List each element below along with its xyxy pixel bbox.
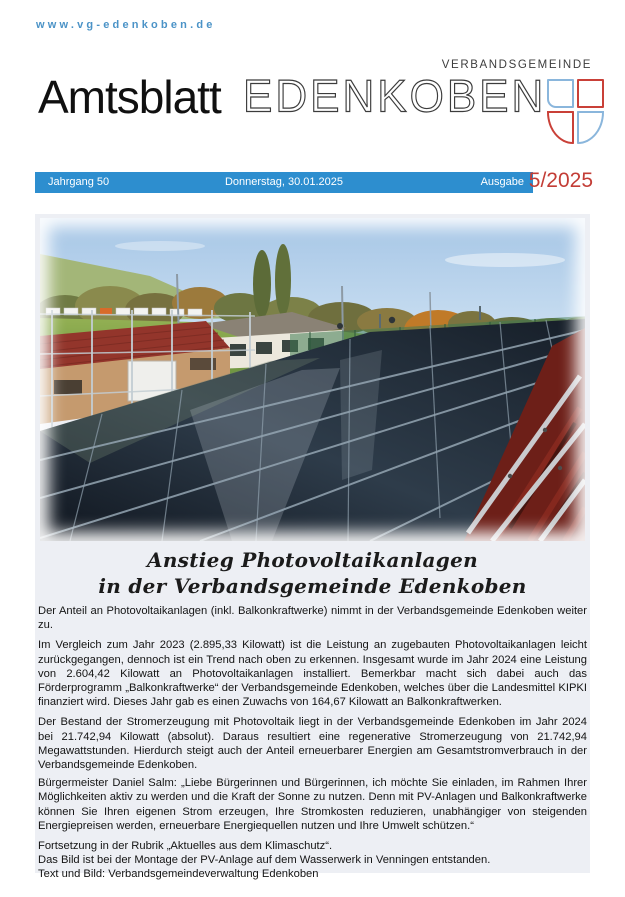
masthead-title: Amtsblatt xyxy=(38,71,221,123)
issue-number: 5/2025 xyxy=(528,169,593,192)
paragraph-intro: Der Anteil an Photovoltaikanlagen (inkl. Balkonkraftwerke) nimmt in der Verbandsgemeinde Edenkoben weiter zu. xyxy=(38,605,587,632)
crest-quadrant-bottom-left xyxy=(547,111,574,144)
crest-quadrant-top-right xyxy=(577,79,604,108)
article-photo xyxy=(40,218,585,541)
article-title-line1: Anstieg Photovoltaikanlagen xyxy=(147,548,478,572)
crest-quadrant-bottom-right xyxy=(577,111,604,144)
volume-label: Jahrgang 50 xyxy=(48,176,110,188)
issue-bar xyxy=(35,172,533,193)
paragraph-mayor-quote: Bürgermeister Daniel Salm: „Liebe Bürgerinnen und Bürgerinnen, ich möchte Sie einladen, im Rahmen Ihrer Möglichkeiten aktiv zu werden und die Kraft der Sonne zu nutzen. Denn mit PV-Anlagen und Balkonkraftwerke können Sie Ihren eigenen Strom erzeugen, Ihre Stromkosten reduzieren, unabhängiger von steigenden Energiepreisen werden, erneuerbare Energiequellen nutzen und Ihre Umwelt schützen.“ xyxy=(38,777,587,832)
article-panel xyxy=(35,214,590,881)
municipality-logotype: EDENKOBEN xyxy=(243,71,547,122)
paragraph-continuation-note: Fortsetzung in der Rubrik „Aktuelles aus dem Klimaschutz“. xyxy=(38,840,333,853)
article-body xyxy=(35,599,590,882)
municipality-type-label: VERBANDSGEMEINDE xyxy=(441,59,592,71)
issue-word-label: Ausgabe xyxy=(480,176,524,188)
article-title xyxy=(35,547,590,599)
issue-date: Donnerstag, 30.01.2025 xyxy=(224,176,344,188)
crest-quadrant-top-left xyxy=(547,79,574,108)
paragraph-photo-note: Das Bild ist bei der Montage der PV-Anlage auf dem Wasserwerk in Venningen entstanden. xyxy=(38,854,491,867)
solar-roof-photo-illustration xyxy=(40,218,585,541)
paragraph-credit: Text und Bild: Verbandsgemeindeverwaltung Edenkoben xyxy=(38,868,319,881)
paragraph-production: Der Bestand der Stromerzeugung mit Photovoltaik liegt in der Verbandsgemeinde Edenkoben im Jahr 2024 bei 21.742,94 Kilowatt (absolut). Daraus resultiert eine regenerative Stromerzeugung von 21.742,94 Megawattstunden. Hierdurch steigt auch der Anteil erneuerbarer Energien am Gesamtstromverbrauch in der Verbandsgemeinde Edenkoben. xyxy=(38,716,587,772)
municipality-crest xyxy=(547,79,604,144)
paragraph-comparison: Im Vergleich zum Jahr 2023 (2.895,33 Kilowatt) ist die Leistung an zugebauten Photovoltaikanlagen leicht zurückgegangen, dennoch ist ein Trend nach oben zu erkennen. Insgesamt wurde im Jahr 2024 eine Leistung von 2.604,42 Kilowatt an Photovoltaikanlagen installiert. Bemerkbar macht sich dabei auch das Förderprogramm „Balkonkraftwerke“ der Verbandsgemeinde Edenkoben, welches über die Landesmittel KIPKI finanziert wird. Dieses Jahr gab es einen Zuwachs von 164,67 Kilowatt an Balkonkraftwerken. xyxy=(38,639,587,709)
article-title-line2: in der Verbandsgemeinde Edenkoben xyxy=(98,574,527,598)
website-link[interactable]: www.vg-edenkoben.de xyxy=(36,19,216,31)
